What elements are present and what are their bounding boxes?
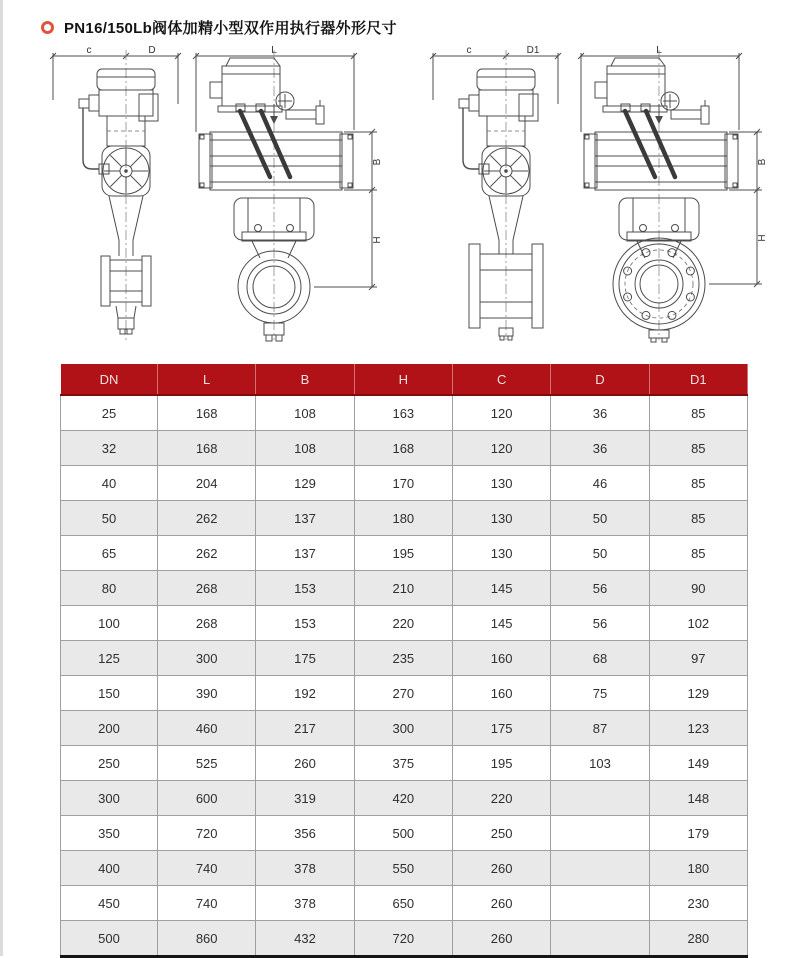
table-cell: 145 <box>452 606 550 641</box>
table-row <box>61 501 748 536</box>
table-cell: 268 <box>158 571 256 606</box>
table-cell: 378 <box>256 886 354 921</box>
table-cell: 378 <box>256 851 354 886</box>
table-cell: 400 <box>61 851 158 886</box>
table-cell: 129 <box>256 466 354 501</box>
dim-label-l: L <box>656 45 662 56</box>
table-cell: 168 <box>354 431 452 466</box>
table-cell: 356 <box>256 816 354 851</box>
table-cell: 420 <box>354 781 452 816</box>
table-cell: 130 <box>452 466 550 501</box>
table-cell: 175 <box>452 711 550 746</box>
table-cell: 108 <box>256 395 354 431</box>
table-row <box>61 746 748 781</box>
table-cell: 46 <box>551 466 649 501</box>
bullet-icon <box>41 21 54 34</box>
table-cell: 137 <box>256 536 354 571</box>
table-cell: 195 <box>354 536 452 571</box>
table-cell <box>551 851 649 886</box>
table-row <box>61 395 748 431</box>
table-cell: 149 <box>649 746 747 781</box>
table-cell: 450 <box>61 886 158 921</box>
table-cell: 375 <box>354 746 452 781</box>
table-cell: 175 <box>256 641 354 676</box>
table-cell: 260 <box>452 851 550 886</box>
dim-label-d: D <box>148 45 156 56</box>
table-cell: 250 <box>452 816 550 851</box>
table-cell <box>551 921 649 957</box>
table-row <box>61 711 748 746</box>
table-row <box>61 571 748 606</box>
table-cell: 32 <box>61 431 158 466</box>
table-cell: 179 <box>649 816 747 851</box>
table-cell: 90 <box>649 571 747 606</box>
table-cell: 40 <box>61 466 158 501</box>
table-cell: 129 <box>649 676 747 711</box>
table-cell: 180 <box>649 851 747 886</box>
dim-label-h: H <box>372 236 383 244</box>
table-cell: 50 <box>61 501 158 536</box>
table-cell: 25 <box>61 395 158 431</box>
table-cell: 36 <box>551 395 649 431</box>
table-cell: 160 <box>452 676 550 711</box>
page-title: PN16/150Lb阀体加精小型双作用执行器外形尺寸 <box>64 20 397 37</box>
table-cell: 148 <box>649 781 747 816</box>
table-row <box>61 921 748 957</box>
drawing-flanged-valve-side-view <box>423 44 563 344</box>
table-cell: 210 <box>354 571 452 606</box>
table-cell: 260 <box>452 921 550 957</box>
table-cell: 300 <box>354 711 452 746</box>
table-cell: 65 <box>61 536 158 571</box>
table-cell: 180 <box>354 501 452 536</box>
table-cell <box>551 816 649 851</box>
dimension-table <box>60 363 748 958</box>
table-cell: 270 <box>354 676 452 711</box>
table-cell: 720 <box>354 921 452 957</box>
table-cell: 740 <box>158 851 256 886</box>
dim-label-d1: D1 <box>526 45 540 56</box>
table-row <box>61 606 748 641</box>
table-cell: 740 <box>158 886 256 921</box>
table-cell: 300 <box>61 781 158 816</box>
technical-drawings <box>3 44 790 350</box>
table-cell: 195 <box>452 746 550 781</box>
dim-label-c: c <box>466 45 472 56</box>
table-cell: 200 <box>61 711 158 746</box>
table-row <box>61 536 748 571</box>
table-cell: 525 <box>158 746 256 781</box>
column-header: DN <box>61 364 158 396</box>
table-cell: 120 <box>452 431 550 466</box>
table-row <box>61 466 748 501</box>
dim-label-h: H <box>757 234 768 242</box>
table-cell: 36 <box>551 431 649 466</box>
table-cell: 108 <box>256 431 354 466</box>
table-cell: 56 <box>551 606 649 641</box>
table-cell: 100 <box>61 606 158 641</box>
table-cell: 170 <box>354 466 452 501</box>
table-row <box>61 431 748 466</box>
table-cell: 163 <box>354 395 452 431</box>
table-cell: 550 <box>354 851 452 886</box>
table-cell: 260 <box>452 886 550 921</box>
column-header: D <box>551 364 649 396</box>
section-header <box>3 0 790 38</box>
table-cell: 280 <box>649 921 747 957</box>
table-cell: 720 <box>158 816 256 851</box>
table-cell: 860 <box>158 921 256 957</box>
table-cell: 319 <box>256 781 354 816</box>
table-cell: 235 <box>354 641 452 676</box>
table-cell: 56 <box>551 571 649 606</box>
table-cell: 500 <box>61 921 158 957</box>
table-cell: 85 <box>649 501 747 536</box>
table-cell: 160 <box>452 641 550 676</box>
table-cell: 220 <box>354 606 452 641</box>
dim-label-l: L <box>271 45 277 56</box>
table-cell: 80 <box>61 571 158 606</box>
table-row <box>61 781 748 816</box>
table-cell: 137 <box>256 501 354 536</box>
table-cell: 153 <box>256 606 354 641</box>
table-cell: 260 <box>256 746 354 781</box>
dimension-table-body <box>61 395 748 957</box>
table-cell <box>551 781 649 816</box>
dim-label-c: c <box>86 45 92 56</box>
drawing-flanged-valve-front-view <box>571 44 771 344</box>
table-cell: 50 <box>551 536 649 571</box>
table-cell: 150 <box>61 676 158 711</box>
air-tube <box>83 108 99 169</box>
table-cell: 168 <box>158 395 256 431</box>
air-tube <box>463 108 479 169</box>
table-cell: 168 <box>158 431 256 466</box>
table-cell: 120 <box>452 395 550 431</box>
table-cell: 600 <box>158 781 256 816</box>
table-cell: 300 <box>158 641 256 676</box>
table-cell: 350 <box>61 816 158 851</box>
table-row <box>61 676 748 711</box>
column-header: B <box>256 364 354 396</box>
table-cell: 500 <box>354 816 452 851</box>
table-cell: 460 <box>158 711 256 746</box>
table-cell: 85 <box>649 466 747 501</box>
table-cell: 97 <box>649 641 747 676</box>
table-cell: 130 <box>452 501 550 536</box>
table-row <box>61 851 748 886</box>
table-row <box>61 816 748 851</box>
dim-label-b: B <box>757 158 768 166</box>
table-cell: 102 <box>649 606 747 641</box>
table-cell: 390 <box>158 676 256 711</box>
table-cell: 85 <box>649 395 747 431</box>
table-cell: 153 <box>256 571 354 606</box>
column-header: H <box>354 364 452 396</box>
table-row <box>61 886 748 921</box>
table-cell: 432 <box>256 921 354 957</box>
table-cell: 230 <box>649 886 747 921</box>
column-header: D1 <box>649 364 747 396</box>
table-cell: 262 <box>158 501 256 536</box>
table-cell <box>551 886 649 921</box>
table-row <box>61 641 748 676</box>
table-cell: 103 <box>551 746 649 781</box>
drawing-wafer-valve-front-view <box>186 44 386 344</box>
drawing-wafer-valve-side-view <box>43 44 183 344</box>
dim-label-b: B <box>372 158 383 166</box>
table-cell: 85 <box>649 536 747 571</box>
table-cell: 650 <box>354 886 452 921</box>
table-header-row <box>61 364 748 396</box>
table-cell: 68 <box>551 641 649 676</box>
table-cell: 87 <box>551 711 649 746</box>
table-cell: 204 <box>158 466 256 501</box>
table-cell: 145 <box>452 571 550 606</box>
table-cell: 268 <box>158 606 256 641</box>
table-cell: 85 <box>649 431 747 466</box>
table-cell: 50 <box>551 501 649 536</box>
table-cell: 250 <box>61 746 158 781</box>
column-header: L <box>158 364 256 396</box>
table-cell: 123 <box>649 711 747 746</box>
table-cell: 262 <box>158 536 256 571</box>
table-cell: 125 <box>61 641 158 676</box>
table-cell: 220 <box>452 781 550 816</box>
table-cell: 217 <box>256 711 354 746</box>
table-cell: 75 <box>551 676 649 711</box>
column-header: C <box>452 364 550 396</box>
table-cell: 192 <box>256 676 354 711</box>
table-cell: 130 <box>452 536 550 571</box>
